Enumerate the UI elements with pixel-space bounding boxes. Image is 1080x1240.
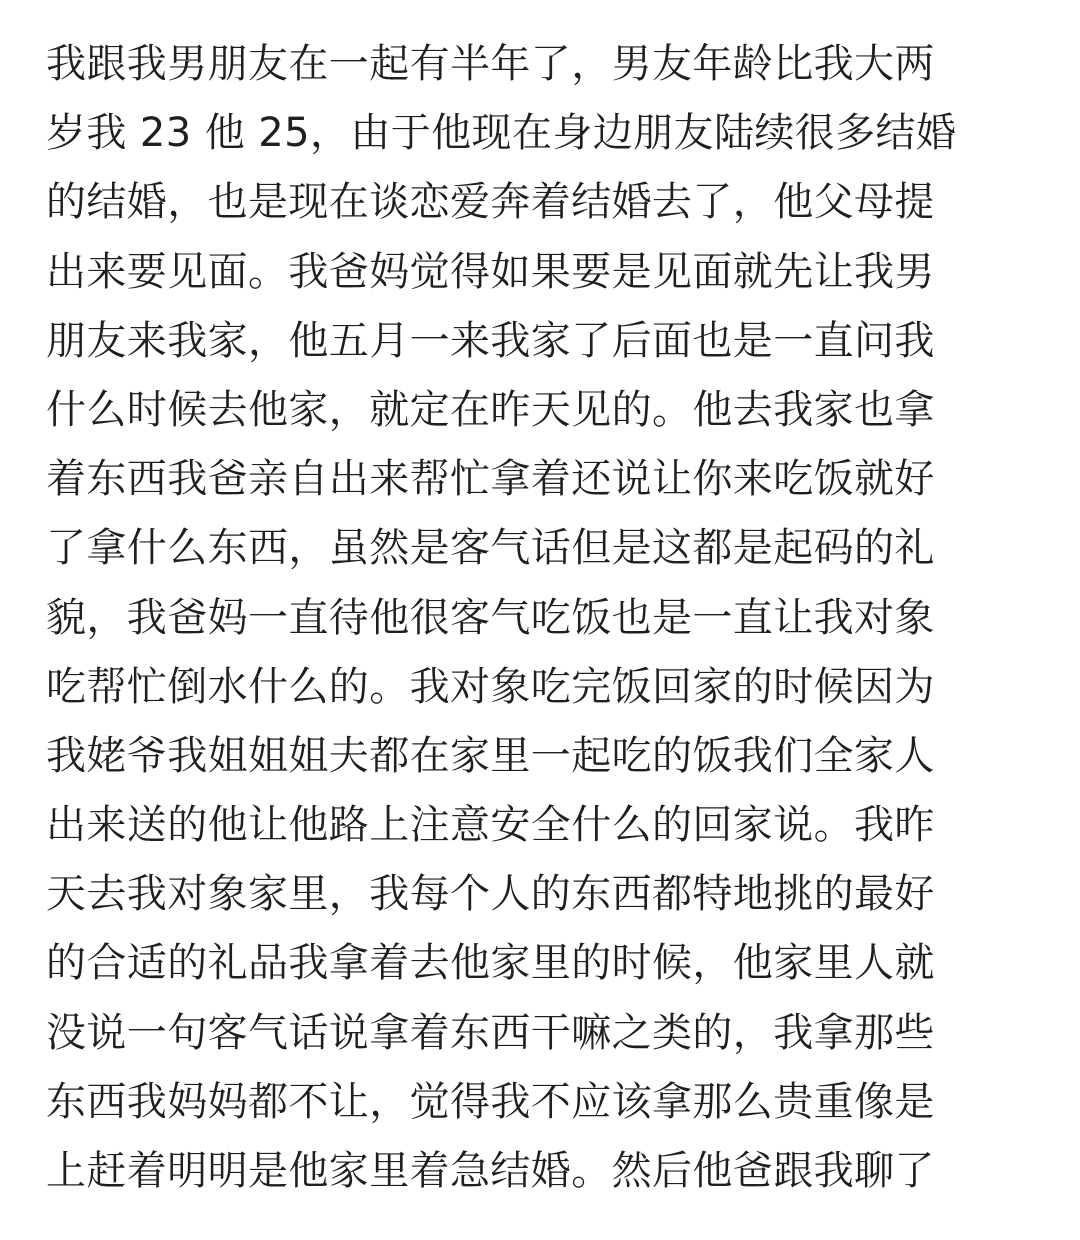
text-line: 出来送的他让他路上注意安全什么的回家说。我昨 [46,802,935,849]
text-line: 貌，我爸妈一直待他很客气吃饭也是一直让我对象 [46,594,935,641]
text-line: 没说一句客气话说拿着东西干嘛之类的，我拿那些 [46,1009,935,1056]
text-line: 了拿什么东西，虽然是客气话但是这都是起码的礼 [46,525,935,572]
text-line: 着东西我爸亲自出来帮忙拿着还说让你来吃饭就好 [46,456,935,503]
text-line: 岁我 23 他 25，由于他现在身边朋友陆续很多结婚 [46,110,957,157]
text-line: 吃帮忙倒水什么的。我对象吃完饭回家的时候因为 [46,663,935,710]
text-line: 的合适的礼品我拿着去他家里的时候，他家里人就 [46,940,935,987]
text-line: 我跟我男朋友在一起有半年了，男友年龄比我大两 [46,41,935,87]
text-line: 的结婚，也是现在谈恋爱奔着结婚去了，他父母提 [46,179,935,226]
text-line: 朋友来我家，他五月一来我家了后面也是一直问我 [46,317,935,364]
text-line: 什么时候去他家，就定在昨天见的。他去我家也拿 [46,386,935,433]
post-body [46,30,1046,1206]
text-line: 天去我对象家里，我每个人的东西都特地挑的最好 [46,871,935,918]
text-line: 我姥爷我姐姐姐夫都在家里一起吃的饭我们全家人 [46,732,935,779]
text-line: 出来要见面。我爸妈觉得如果要是见面就先让我男 [46,248,935,295]
text-line: 上赶着明明是他家里着急结婚。然后他爸跟我聊了 [46,1148,935,1194]
text-line: 东西我妈妈都不让，觉得我不应该拿那么贵重像是 [46,1078,935,1125]
